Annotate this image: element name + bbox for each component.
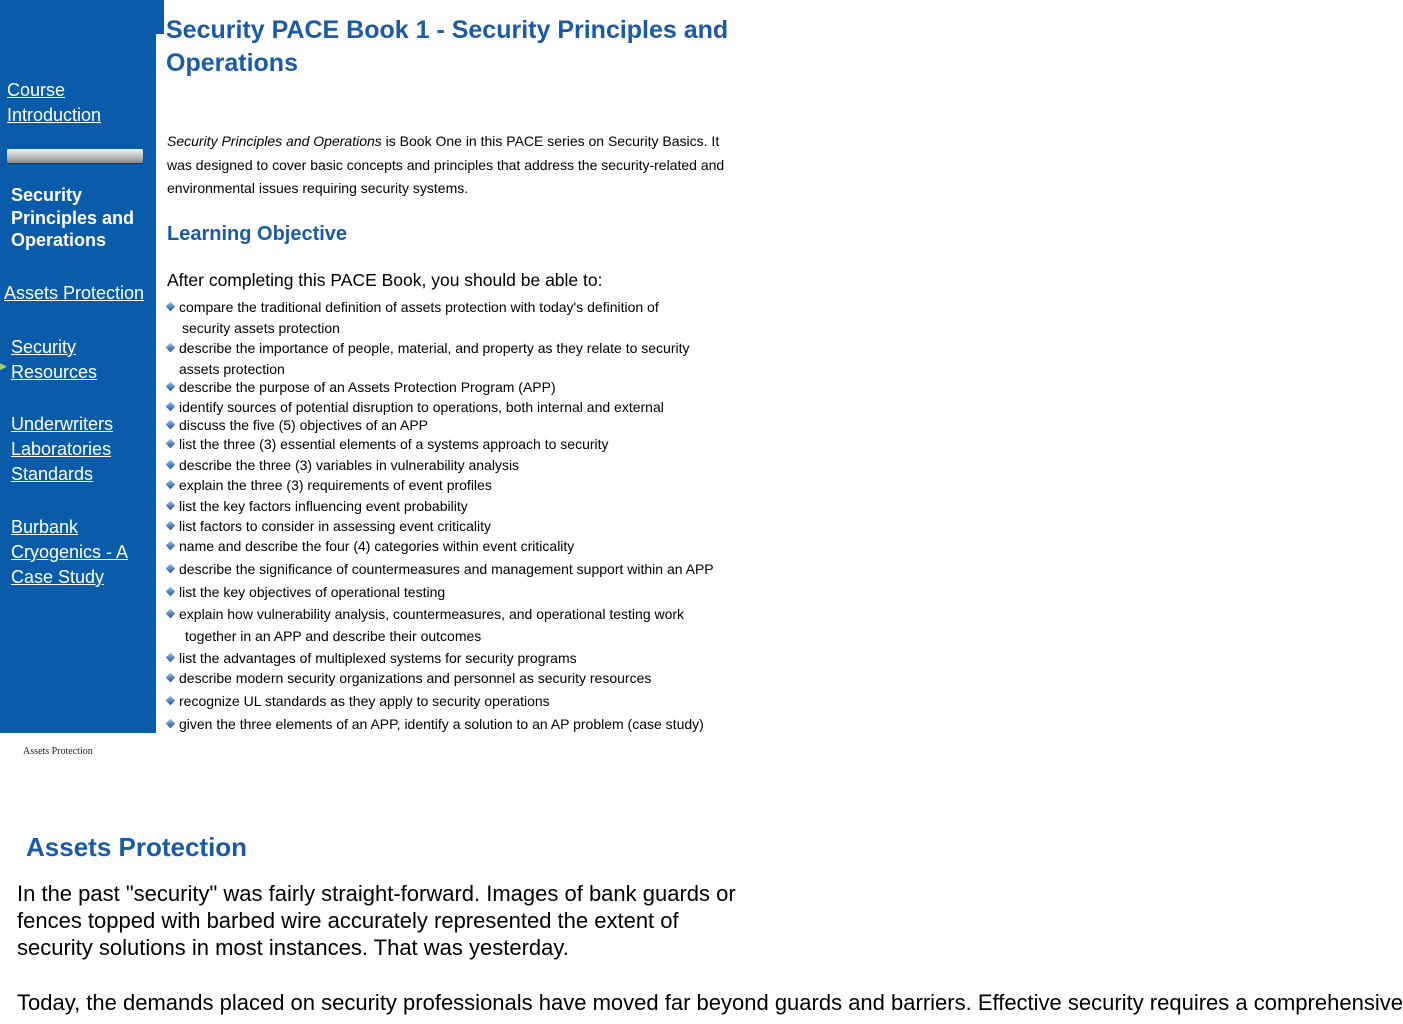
diamond-bullet-icon bbox=[166, 480, 176, 490]
objective-text: name and describe the four (4) categories within event criticality bbox=[179, 538, 575, 554]
list-item bbox=[166, 559, 766, 579]
list-item bbox=[166, 604, 766, 644]
list-item bbox=[166, 691, 766, 711]
objective-text-continued: assets protection bbox=[179, 361, 285, 377]
list-item bbox=[166, 582, 766, 602]
list-item bbox=[166, 475, 766, 495]
body-paragraph: Today, the demands placed on security professionals have moved far beyond guards and barriers. Effective security requires a comprehensive bbox=[17, 990, 1403, 1015]
learning-objective-heading: Learning Objective bbox=[167, 223, 348, 245]
diamond-bullet-icon bbox=[166, 719, 176, 729]
diamond-bullet-icon bbox=[166, 420, 176, 430]
intro-text: is Book One in this PACE series on Security Basics. It was designed to cover basic concepts and principles that address the security-related and environmental issues requiring security systems. bbox=[167, 133, 725, 196]
list-item bbox=[166, 714, 766, 734]
objective-text: given the three elements of an APP, identify a solution to an AP problem (case study) bbox=[179, 716, 704, 732]
nav-link-line: Laboratories bbox=[11, 439, 112, 459]
nav-link-line: Cryogenics - A bbox=[11, 542, 129, 562]
objective-text: list the key factors influencing event probability bbox=[179, 498, 468, 514]
list-item bbox=[166, 297, 766, 336]
page-header-label: Assets Protection bbox=[23, 746, 93, 757]
sidebar-corner bbox=[148, 0, 164, 34]
diamond-bullet-icon bbox=[166, 521, 176, 531]
list-item bbox=[166, 338, 766, 377]
objective-text: compare the traditional definition of assets protection with today's definition of bbox=[179, 299, 659, 315]
diamond-bullet-icon bbox=[166, 673, 176, 683]
list-item bbox=[166, 648, 766, 668]
objective-text: describe the purpose of an Assets Protection Program (APP) bbox=[179, 379, 556, 395]
nav-link-course-introduction[interactable] bbox=[7, 78, 101, 128]
nav-current-section: Security Principles and Operations bbox=[11, 185, 135, 250]
list-item bbox=[166, 496, 766, 516]
body-paragraph: In the past "security" was fairly straight-forward. Images of bank guards or fences topped with barbed wire accurately represented the extent of security solutions in most instances. That was yesterday. bbox=[17, 881, 736, 960]
arrow-icon: ▶ bbox=[0, 361, 7, 371]
diamond-bullet-icon bbox=[166, 439, 176, 449]
diamond-bullet-icon bbox=[166, 696, 176, 706]
diamond-bullet-icon bbox=[166, 653, 176, 663]
nav-link-line: Underwriters bbox=[11, 414, 114, 434]
nav-link-line: Course bbox=[7, 80, 66, 100]
diamond-bullet-icon bbox=[166, 343, 176, 353]
nav-link-assets-protection[interactable]: Assets Protection bbox=[4, 283, 145, 303]
list-item bbox=[166, 397, 766, 417]
nav-link-line: Burbank bbox=[11, 517, 79, 537]
objective-text: describe the three (3) variables in vulnerability analysis bbox=[179, 457, 520, 473]
objective-text: list the advantages of multiplexed systems for security programs bbox=[179, 650, 577, 666]
list-item bbox=[166, 455, 766, 475]
intro-paragraph bbox=[167, 130, 747, 201]
nav-link-line: Resources bbox=[11, 362, 98, 382]
nav-link-line: Introduction bbox=[7, 105, 102, 125]
diamond-bullet-icon bbox=[166, 402, 176, 412]
learning-objective-lead: After completing this PACE Book, you should be able to: bbox=[167, 270, 603, 290]
objective-text: explain the three (3) requirements of event profiles bbox=[179, 477, 492, 493]
objective-text: identify sources of potential disruption to operations, both internal and external bbox=[179, 399, 664, 415]
diamond-bullet-icon bbox=[166, 541, 176, 551]
objective-text: describe modern security organizations and personnel as security resources bbox=[179, 670, 652, 686]
objective-text: list factors to consider in assessing event criticality bbox=[179, 518, 492, 534]
nav-link-line: Security bbox=[11, 337, 77, 357]
list-item bbox=[166, 668, 766, 688]
nav-link-ul-standards[interactable] bbox=[11, 412, 113, 487]
nav-link-line: Standards bbox=[11, 464, 94, 484]
diamond-bullet-icon bbox=[166, 564, 176, 574]
nav-link-line: Case Study bbox=[11, 567, 105, 587]
diamond-bullet-icon bbox=[166, 302, 176, 312]
objective-text: describe the significance of countermeasures and management support within an APP bbox=[179, 561, 714, 577]
objective-text: describe the importance of people, material, and property as they relate to security bbox=[179, 340, 690, 356]
book-title-italic: Security Principles and Operations bbox=[167, 133, 382, 149]
section-heading: Assets Protection bbox=[26, 832, 248, 862]
diamond-bullet-icon bbox=[166, 609, 176, 619]
objective-text: recognize UL standards as they apply to security operations bbox=[179, 693, 550, 709]
objective-text-continued: security assets protection bbox=[182, 320, 340, 336]
page-title: Security PACE Book 1 - Security Principles and Operations bbox=[166, 16, 729, 77]
objective-text: list the key objectives of operational testing bbox=[179, 584, 446, 600]
list-item bbox=[166, 434, 766, 454]
list-item bbox=[166, 516, 766, 536]
objective-text: explain how vulnerability analysis, countermeasures, and operational testing work bbox=[179, 606, 685, 622]
diamond-bullet-icon bbox=[166, 587, 176, 597]
objective-text: list the three (3) essential elements of a systems approach to security bbox=[179, 436, 609, 452]
list-item bbox=[166, 377, 766, 397]
diamond-bullet-icon bbox=[166, 460, 176, 470]
objective-text: discuss the five (5) objectives of an APP bbox=[179, 417, 429, 433]
list-item bbox=[166, 536, 766, 556]
diamond-bullet-icon bbox=[166, 501, 176, 511]
diamond-bullet-icon bbox=[166, 382, 176, 392]
objective-text-continued: together in an APP and describe their outcomes bbox=[185, 628, 482, 644]
current-section-marker bbox=[7, 149, 143, 163]
list-item bbox=[166, 415, 766, 435]
nav-link-security-resources[interactable] bbox=[11, 335, 97, 385]
nav-link-case-study[interactable] bbox=[11, 515, 128, 590]
